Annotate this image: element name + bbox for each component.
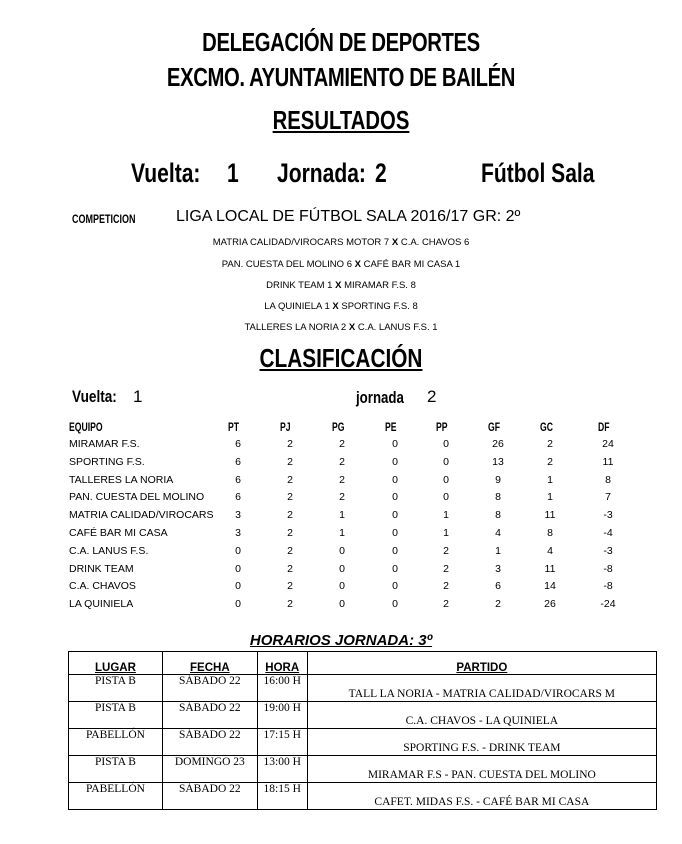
- standings-cell-gc: 8: [547, 527, 553, 539]
- standings-cell-gc: 2: [547, 438, 553, 450]
- standings-cell-gf: 13: [492, 455, 504, 468]
- standings-cell-df: 8: [605, 473, 611, 486]
- header-ayuntamiento: EXCMO. AYUNTAMIENTO DE BAILÉN: [166, 62, 516, 92]
- schedule-row: [69, 729, 657, 756]
- result-away: SPORTING F.S. 8: [341, 301, 418, 312]
- standings-cell-df: -24: [600, 598, 616, 611]
- schedule-row: [69, 783, 657, 810]
- standings-cell-pt: 6: [235, 473, 241, 486]
- standings-cell-pt: 6: [235, 455, 241, 468]
- schedule-cell-hora: 17:15 H: [257, 729, 307, 756]
- standings-cell-gc: 26: [544, 598, 556, 611]
- result-home: LA QUINIELA 1: [264, 301, 330, 312]
- standings-cell-pp: 1: [443, 509, 449, 522]
- vuelta-value: 1: [227, 158, 239, 188]
- competition-label: COMPETICION: [72, 212, 136, 226]
- standings-cell-equipo: CAFÉ BAR MI CASA: [69, 527, 168, 539]
- standings-cell-pp: 1: [443, 527, 449, 539]
- standings-header-gf: GF: [488, 420, 501, 434]
- standings-cell-df: -8: [603, 580, 613, 593]
- standings-cell-pj: 2: [287, 580, 293, 593]
- standings-cell-df: -8: [603, 562, 613, 575]
- result-line: [0, 259, 682, 270]
- schedule-title: HORARIOS JORNADA: 3º: [249, 632, 433, 649]
- standings-cell-equipo: MATRIA CALIDAD/VIROCARS: [69, 509, 214, 522]
- standings-cell-pt: 0: [235, 598, 241, 611]
- result-separator: X: [335, 280, 342, 291]
- schedule-cell-lugar: PABELLÓN: [69, 729, 163, 756]
- standings-cell-equipo: LA QUINIELA: [69, 598, 134, 611]
- standings-cell-pe: 0: [392, 580, 398, 593]
- result-away: CAFÉ BAR MI CASA 1: [363, 259, 461, 270]
- standings-cell-pp: 2: [443, 562, 449, 575]
- result-separator: X: [348, 322, 356, 333]
- schedule-header-partido: PARTIDO: [307, 652, 656, 675]
- standings-cell-pt: 0: [235, 562, 241, 575]
- standings-cell-pg: 2: [339, 438, 345, 450]
- standings-header-pt: PT: [228, 420, 240, 434]
- standings-cell-pe: 0: [392, 473, 398, 486]
- standings-cell-pp: 0: [443, 473, 449, 486]
- standings-cell-pe: 0: [392, 491, 398, 504]
- standings-cell-gc: 14: [544, 580, 556, 593]
- standings-cell-pe: 0: [392, 562, 398, 575]
- standings-cell-pp: 2: [443, 580, 449, 593]
- standings-header-equipo: EQUIPO: [69, 420, 103, 434]
- standings-header-pe: PE: [385, 420, 397, 434]
- schedule-cell-lugar: PABELLÓN: [69, 783, 163, 810]
- standings-cell-pg: 2: [339, 473, 345, 486]
- schedule-cell-partido: MIRAMAR F.S - PAN. CUESTA DEL MOLINO: [307, 756, 656, 783]
- standings-cell-df: -3: [603, 544, 613, 557]
- standings-cell-equipo: TALLERES LA NORIA: [69, 473, 174, 486]
- standings-cell-gc: 4: [547, 544, 553, 557]
- result-home: TALLERES LA NORIA 2: [244, 322, 347, 333]
- schedule-cell-lugar: PISTA B: [69, 675, 163, 702]
- standings-cell-pe: 0: [392, 544, 398, 557]
- standings-cell-pg: 0: [339, 598, 345, 611]
- result-line: [0, 237, 682, 248]
- schedule-cell-hora: 19:00 H: [257, 702, 307, 729]
- schedule-cell-lugar: PISTA B: [69, 702, 163, 729]
- schedule-cell-partido: CAFET. MIDAS F.S. - CAFÉ BAR MI CASA: [307, 783, 656, 810]
- result-away: MIRAMAR F.S. 8: [344, 280, 416, 291]
- standings-cell-gf: 9: [495, 473, 501, 486]
- schedule-cell-fecha: DOMINGO 23: [162, 756, 257, 783]
- standings-cell-pt: 0: [235, 580, 241, 593]
- standings-vuelta-value: 1: [133, 387, 143, 406]
- standings-cell-pp: 0: [443, 491, 449, 504]
- schedule-cell-hora: 18:15 H: [257, 783, 307, 810]
- standings-cell-pj: 2: [287, 473, 293, 486]
- schedule-cell-hora: 13:00 H: [257, 756, 307, 783]
- schedule-header-lugar: LUGAR: [69, 652, 163, 675]
- result-separator: X: [354, 259, 361, 270]
- standings-cell-pg: 1: [339, 527, 345, 539]
- schedule-cell-fecha: SÁBADO 22: [162, 783, 257, 810]
- standings-cell-pj: 2: [287, 598, 293, 611]
- standings-cell-pt: 3: [235, 509, 241, 522]
- standings-cell-pg: 1: [339, 509, 345, 522]
- standings-cell-pe: 0: [392, 438, 398, 450]
- result-line: [0, 301, 682, 312]
- standings-cell-equipo: C.A. LANUS F.S.: [69, 544, 149, 557]
- standings-cell-pj: 2: [287, 527, 293, 539]
- standings-vuelta-label: Vuelta:: [72, 387, 117, 406]
- standings-cell-pg: 0: [339, 562, 345, 575]
- standings-header-pg: PG: [332, 420, 345, 434]
- standings-cell-gf: 6: [495, 580, 501, 593]
- result-home: PAN. CUESTA DEL MOLINO 6: [221, 259, 352, 270]
- standings-cell-pj: 2: [287, 562, 293, 575]
- standings-header-pj: PJ: [280, 420, 291, 434]
- standings-cell-gf: 2: [495, 598, 501, 611]
- result-line: [0, 322, 682, 333]
- standings-cell-pg: 0: [339, 580, 345, 593]
- result-home: MATRIA CALIDAD/VIROCARS MOTOR 7: [212, 237, 390, 248]
- standings-cell-pj: 2: [287, 438, 293, 450]
- standings-cell-gc: 1: [547, 473, 553, 486]
- standings-cell-equipo: MIRAMAR F.S.: [69, 438, 140, 450]
- standings-cell-pp: 2: [443, 544, 449, 557]
- vuelta-label: Vuelta:: [131, 158, 201, 188]
- sport-name: Fútbol Sala: [481, 158, 595, 188]
- result-line: [0, 280, 682, 291]
- standings-cell-pe: 0: [392, 455, 398, 468]
- standings-header-df: DF: [598, 420, 610, 434]
- standings-cell-gf: 8: [495, 491, 501, 504]
- standings-cell-pg: 2: [339, 455, 345, 468]
- standings-cell-pe: 0: [392, 527, 398, 539]
- standings-cell-pj: 2: [287, 509, 293, 522]
- schedule-cell-fecha: SÁBADO 22: [162, 729, 257, 756]
- result-separator: X: [391, 237, 399, 248]
- standings-header-gc: GC: [540, 420, 553, 434]
- result-separator: X: [332, 301, 339, 312]
- header-resultados: RESULTADOS: [272, 105, 410, 135]
- standings-cell-pt: 3: [235, 527, 241, 539]
- standings-cell-gf: 1: [495, 544, 501, 557]
- standings-header-pp: PP: [436, 420, 448, 434]
- standings-jornada-label: jornada: [356, 388, 404, 407]
- standings-title: CLASIFICACIÓN: [259, 343, 423, 373]
- standings-cell-pp: 0: [443, 438, 449, 450]
- standings-cell-equipo: SPORTING F.S.: [69, 455, 145, 468]
- standings-cell-gf: 8: [495, 509, 501, 522]
- standings-cell-pt: 6: [235, 438, 241, 450]
- standings-cell-pp: 0: [443, 455, 449, 468]
- standings-cell-pg: 0: [339, 544, 345, 557]
- schedule-header-hora: HORA: [257, 652, 307, 675]
- schedule-cell-fecha: SÁBADO 22: [162, 675, 257, 702]
- standings-cell-gf: 3: [495, 562, 501, 575]
- standings-cell-df: -3: [603, 509, 613, 522]
- standings-cell-pp: 2: [443, 598, 449, 611]
- standings-cell-gf: 4: [495, 527, 501, 539]
- standings-cell-df: 11: [602, 455, 614, 468]
- standings-cell-pe: 0: [392, 598, 398, 611]
- schedule-cell-partido: SPORTING F.S. - DRINK TEAM: [307, 729, 656, 756]
- standings-jornada-value: 2: [427, 387, 437, 406]
- result-away: C.A. LANUS F.S. 1: [357, 322, 438, 333]
- standings-cell-pg: 2: [339, 491, 345, 504]
- standings-cell-pj: 2: [287, 544, 293, 557]
- standings-cell-pj: 2: [287, 491, 293, 504]
- schedule-cell-partido: C.A. CHAVOS - LA QUINIELA: [307, 702, 656, 729]
- jornada-value: 2: [375, 158, 387, 188]
- standings-cell-gc: 1: [547, 491, 553, 504]
- schedule-cell-lugar: PISTA B: [69, 756, 163, 783]
- schedule-cell-hora: 16:00 H: [257, 675, 307, 702]
- standings-cell-equipo: C.A. CHAVOS: [69, 580, 136, 593]
- competition-value: LIGA LOCAL DE FÚTBOL SALA 2016/17 GR: 2º: [176, 208, 521, 225]
- result-away: C.A. CHAVOS 6: [400, 237, 470, 248]
- standings-cell-df: 24: [602, 438, 614, 450]
- schedule-row: [69, 756, 657, 783]
- header-delegacion: DELEGACIÓN DE DEPORTES: [202, 27, 480, 57]
- standings-cell-gf: 26: [492, 438, 504, 450]
- result-home: DRINK TEAM 1: [266, 280, 333, 291]
- standings-cell-pj: 2: [287, 455, 293, 468]
- jornada-label: Jornada:: [277, 158, 366, 188]
- standings-cell-gc: 2: [547, 455, 553, 468]
- schedule-row: [69, 702, 657, 729]
- standings-cell-pt: 0: [235, 544, 241, 557]
- standings-cell-gc: 11: [544, 562, 556, 575]
- schedule-header-row: [69, 652, 657, 675]
- schedule-table: [68, 651, 657, 810]
- schedule-cell-partido: TALL LA NORIA - MATRIA CALIDAD/VIROCARS M: [307, 675, 656, 702]
- standings-cell-pe: 0: [392, 509, 398, 522]
- schedule-cell-fecha: SÁBADO 22: [162, 702, 257, 729]
- standings-cell-equipo: PAN. CUESTA DEL MOLINO: [69, 491, 205, 504]
- standings-cell-gc: 11: [544, 509, 556, 522]
- schedule-header-fecha: FECHA: [162, 652, 257, 675]
- standings-cell-pt: 6: [235, 491, 241, 504]
- schedule-row: [69, 675, 657, 702]
- standings-cell-equipo: DRINK TEAM: [69, 562, 134, 575]
- standings-cell-df: -4: [603, 527, 613, 539]
- standings-cell-df: 7: [605, 491, 611, 504]
